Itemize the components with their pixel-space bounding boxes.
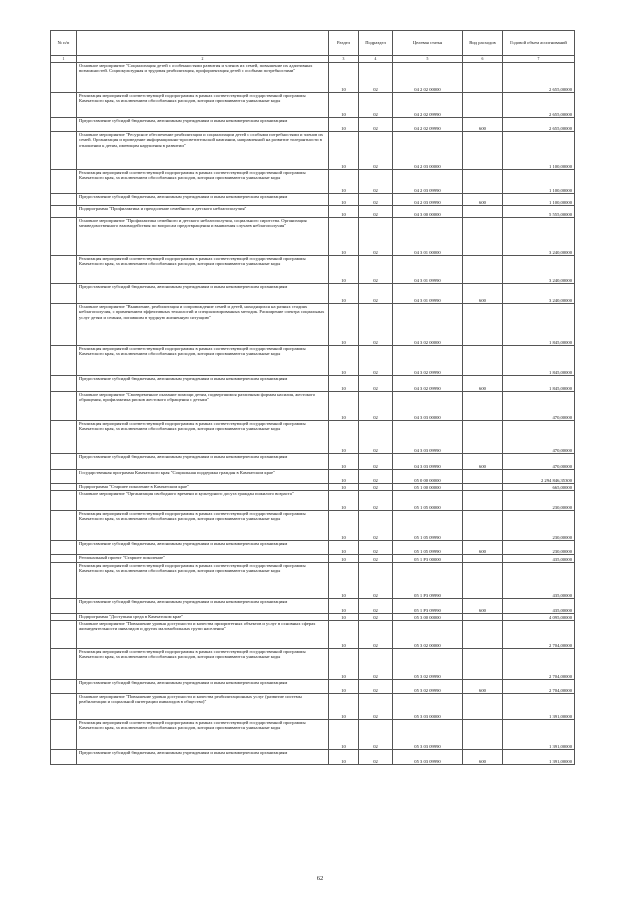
header-annual-amount: Годовой объем ассигнований: [503, 31, 575, 56]
budget-table-sheet: [50, 30, 574, 765]
row-subsection-cell: 02: [359, 206, 393, 218]
row-target-item-cell: 04 3 02 09990: [393, 376, 463, 392]
row-name-cell: Реализация мероприятий соответствующей подпрограммы в рамках соответствующей государственной программы Камчатского края, за исключением обособленных расходов, которым присваиваются уникальные коды: [77, 93, 329, 118]
row-subsection-cell: 02: [359, 63, 393, 93]
row-section-cell: 10: [329, 118, 359, 132]
table-row: [51, 720, 575, 750]
row-name-cell: Реализация мероприятий соответствующей подпрограммы в рамках соответствующей государственной программы Камчатского края, за исключением обособленных расходов, которым присваиваются уникальные коды: [77, 421, 329, 454]
row-amount-cell: 3 240,00000: [503, 284, 575, 304]
row-target-item-cell: 04 2 03 00000: [393, 132, 463, 170]
row-name-cell: Реализация мероприятий соответствующей подпрограммы в рамках соответствующей государственной программы Камчатского края, за исключением обособленных расходов, которым присваиваются уникальные коды: [77, 256, 329, 284]
row-subsection-cell: 02: [359, 541, 393, 555]
row-name-cell: Реализация мероприятий соответствующей подпрограммы в рамках соответствующей государственной программы Камчатского края, за исключением обособленных расходов, которым присваиваются уникальные коды: [77, 170, 329, 194]
row-expense-type-cell: 600: [463, 284, 503, 304]
row-amount-cell: 435,00000: [503, 599, 575, 614]
row-name-cell: Основное мероприятие "Повышение уровня доступности и качества реабилитационных услуг (развитие системы реабилитации и социальной интеграции инвалидов в общество)": [77, 694, 329, 720]
row-section-cell: 10: [329, 680, 359, 694]
row-expense-type-cell: 600: [463, 454, 503, 470]
row-amount-cell: 2 704,00000: [503, 680, 575, 694]
row-amount-cell: 230,00000: [503, 491, 575, 511]
row-subsection-cell: 02: [359, 470, 393, 484]
row-expense-type-cell: [463, 649, 503, 680]
column-index: 6: [463, 56, 503, 63]
row-name-cell: Основное мероприятие "Своевременное оказание помощи детям, подвергшимся различным формам насилия, жестокого обращения, профилактика рисков жестокого обращения с детьми": [77, 392, 329, 421]
row-target-item-cell: 05 1 05 00000: [393, 491, 463, 511]
row-amount-cell: 470,00000: [503, 392, 575, 421]
row-amount-cell: 230,00000: [503, 511, 575, 541]
table-row: [51, 511, 575, 541]
row-name-cell: Предоставление субсидий бюджетным, автономным учреждениям и иным некоммерческим организациям: [77, 454, 329, 470]
row-subsection-cell: 02: [359, 256, 393, 284]
table-row: [51, 218, 575, 256]
table-row: [51, 118, 575, 132]
table-row: [51, 563, 575, 599]
row-target-item-cell: 05 1 P3 00000: [393, 555, 463, 563]
table-row: [51, 63, 575, 93]
row-section-cell: 10: [329, 132, 359, 170]
row-number-cell: [51, 206, 77, 218]
row-target-item-cell: 04 3 03 00000: [393, 392, 463, 421]
row-number-cell: [51, 346, 77, 376]
row-subsection-cell: 02: [359, 454, 393, 470]
row-subsection-cell: 02: [359, 170, 393, 194]
row-section-cell: 10: [329, 218, 359, 256]
row-name-cell: Предоставление субсидий бюджетным, автономным учреждениям и иным некоммерческим организациям: [77, 194, 329, 206]
table-header-row: [51, 31, 575, 56]
budget-allocation-table: [50, 30, 575, 765]
row-name-cell: Реализация мероприятий соответствующей подпрограммы в рамках соответствующей государственной программы Камчатского края, за исключением обособленных расходов, которым присваиваются уникальные коды: [77, 649, 329, 680]
row-number-cell: [51, 720, 77, 750]
row-target-item-cell: 04 3 01 09990: [393, 256, 463, 284]
row-subsection-cell: 02: [359, 93, 393, 118]
row-section-cell: 10: [329, 555, 359, 563]
row-section-cell: 10: [329, 454, 359, 470]
row-target-item-cell: 05 3 02 09990: [393, 649, 463, 680]
row-target-item-cell: 04 2 03 09990: [393, 194, 463, 206]
row-section-cell: 10: [329, 63, 359, 93]
row-section-cell: 10: [329, 256, 359, 284]
table-row: [51, 614, 575, 621]
row-name-cell: Основное мероприятие "Выявление, реабилитация и сопровождение семей и детей, находящихся на разных стадиях неблагополучия, с применением эффективных технологий и специализированных методик. Расширение спектра социальных услуг детям и семьям, попавшим в трудную жизненную ситуацию": [77, 304, 329, 346]
row-expense-type-cell: [463, 621, 503, 649]
row-name-cell: Основное мероприятие "Организация свободного времени и культурного досуга граждан пожилого возраста": [77, 491, 329, 511]
row-expense-type-cell: [463, 392, 503, 421]
row-amount-cell: 470,00000: [503, 454, 575, 470]
row-target-item-cell: 04 3 02 09990: [393, 346, 463, 376]
row-section-cell: 10: [329, 346, 359, 376]
row-number-cell: [51, 392, 77, 421]
row-target-item-cell: 04 3 01 09990: [393, 284, 463, 304]
row-section-cell: 10: [329, 194, 359, 206]
table-row: [51, 346, 575, 376]
row-number-cell: [51, 284, 77, 304]
row-number-cell: [51, 555, 77, 563]
row-section-cell: 10: [329, 421, 359, 454]
row-number-cell: [51, 304, 77, 346]
row-amount-cell: 1 845,00000: [503, 376, 575, 392]
row-name-cell: Предоставление субсидий бюджетным, автономным учреждениям и иным некоммерческим организациям: [77, 541, 329, 555]
table-row: [51, 132, 575, 170]
column-index: 2: [77, 56, 329, 63]
row-amount-cell: 435,00000: [503, 555, 575, 563]
row-target-item-cell: 04 3 01 00000: [393, 218, 463, 256]
row-section-cell: 10: [329, 599, 359, 614]
row-amount-cell: 2 655,00000: [503, 118, 575, 132]
table-row: [51, 284, 575, 304]
row-number-cell: [51, 132, 77, 170]
row-expense-type-cell: [463, 470, 503, 484]
table-row: [51, 694, 575, 720]
row-target-item-cell: 04 3 03 09990: [393, 421, 463, 454]
row-expense-type-cell: 600: [463, 376, 503, 392]
row-expense-type-cell: [463, 170, 503, 194]
row-expense-type-cell: [463, 304, 503, 346]
row-number-cell: [51, 470, 77, 484]
row-target-item-cell: 05 1 00 00000: [393, 484, 463, 491]
row-target-item-cell: 04 2 02 09990: [393, 118, 463, 132]
row-expense-type-cell: [463, 93, 503, 118]
row-target-item-cell: 05 3 00 00000: [393, 614, 463, 621]
row-amount-cell: 665,00000: [503, 484, 575, 491]
row-number-cell: [51, 649, 77, 680]
row-number-cell: [51, 491, 77, 511]
table-row: [51, 93, 575, 118]
row-expense-type-cell: [463, 132, 503, 170]
row-subsection-cell: 02: [359, 132, 393, 170]
row-number-cell: [51, 511, 77, 541]
row-number-cell: [51, 376, 77, 392]
row-subsection-cell: 02: [359, 392, 393, 421]
column-index: 7: [503, 56, 575, 63]
row-subsection-cell: 02: [359, 599, 393, 614]
row-section-cell: 10: [329, 93, 359, 118]
row-amount-cell: 2 655,00000: [503, 63, 575, 93]
row-section-cell: 10: [329, 621, 359, 649]
row-name-cell: Реализация мероприятий соответствующей подпрограммы в рамках соответствующей государственной программы Камчатского края, за исключением обособленных расходов, которым присваиваются уникальные коды: [77, 511, 329, 541]
row-name-cell: Подпрограмма "Старшее поколение в Камчатском крае": [77, 484, 329, 491]
row-target-item-cell: 05 1 05 09990: [393, 541, 463, 555]
row-name-cell: Основное мероприятие "Ресурсное обеспечение реабилитации и социализации детей с особыми потребностями и членов их семей. Организация и проведение информационно-просветительской кампании, направленной на развитие толерантности в отношении к детям, имеющим нарушения в развитии": [77, 132, 329, 170]
column-index: 3: [329, 56, 359, 63]
table-body: [51, 63, 575, 765]
row-subsection-cell: 02: [359, 621, 393, 649]
row-name-cell: Основное мероприятие "Профилактика семейного и детского неблагополучия, социального сиротства. Организация межведомственного взаимодействия по вопросам предотвращения и выявления случаев неблагополучия": [77, 218, 329, 256]
row-expense-type-cell: [463, 563, 503, 599]
row-expense-type-cell: [463, 421, 503, 454]
row-expense-type-cell: [463, 555, 503, 563]
row-target-item-cell: 05 0 00 00000: [393, 470, 463, 484]
row-amount-cell: 1 100,00000: [503, 194, 575, 206]
table-row: [51, 376, 575, 392]
row-number-cell: [51, 63, 77, 93]
row-subsection-cell: 02: [359, 614, 393, 621]
row-subsection-cell: 02: [359, 304, 393, 346]
row-number-cell: [51, 614, 77, 621]
row-number-cell: [51, 599, 77, 614]
row-subsection-cell: 02: [359, 511, 393, 541]
row-expense-type-cell: 600: [463, 599, 503, 614]
table-row: [51, 555, 575, 563]
row-subsection-cell: 02: [359, 563, 393, 599]
row-number-cell: [51, 750, 77, 765]
row-expense-type-cell: [463, 491, 503, 511]
table-row: [51, 206, 575, 218]
row-expense-type-cell: 600: [463, 541, 503, 555]
table-row: [51, 170, 575, 194]
header-subsection: Подраздел: [359, 31, 393, 56]
table-row: [51, 454, 575, 470]
row-number-cell: [51, 170, 77, 194]
row-subsection-cell: 02: [359, 555, 393, 563]
table-row: [51, 491, 575, 511]
column-index: 5: [393, 56, 463, 63]
row-section-cell: 10: [329, 720, 359, 750]
row-amount-cell: 1 100,00000: [503, 132, 575, 170]
row-expense-type-cell: 600: [463, 194, 503, 206]
row-section-cell: 10: [329, 491, 359, 511]
row-amount-cell: 3 240,00000: [503, 256, 575, 284]
page-number: 62: [316, 875, 324, 882]
row-subsection-cell: 02: [359, 720, 393, 750]
row-name-cell: Предоставление субсидий бюджетным, автономным учреждениям и иным некоммерческим организациям: [77, 599, 329, 614]
table-row: [51, 621, 575, 649]
row-expense-type-cell: 600: [463, 750, 503, 765]
row-amount-cell: 1 100,00000: [503, 170, 575, 194]
row-section-cell: 10: [329, 694, 359, 720]
row-expense-type-cell: 600: [463, 118, 503, 132]
table-row: [51, 750, 575, 765]
row-section-cell: 10: [329, 170, 359, 194]
header-name: [77, 31, 329, 56]
row-target-item-cell: 04 3 03 09990: [393, 454, 463, 470]
row-name-cell: Предоставление субсидий бюджетным, автономным учреждениям и иным некоммерческим организациям: [77, 750, 329, 765]
row-section-cell: 10: [329, 284, 359, 304]
row-target-item-cell: 05 3 03 09990: [393, 720, 463, 750]
row-target-item-cell: 05 1 P3 09990: [393, 599, 463, 614]
header-section: Раздел: [329, 31, 359, 56]
row-amount-cell: 2 704,00000: [503, 649, 575, 680]
row-number-cell: [51, 118, 77, 132]
row-section-cell: 10: [329, 392, 359, 421]
row-number-cell: [51, 694, 77, 720]
row-subsection-cell: 02: [359, 491, 393, 511]
row-subsection-cell: 02: [359, 649, 393, 680]
column-index: 1: [51, 56, 77, 63]
row-subsection-cell: 02: [359, 421, 393, 454]
row-amount-cell: 1 845,00000: [503, 346, 575, 376]
row-amount-cell: 3 240,00000: [503, 218, 575, 256]
row-name-cell: Предоставление субсидий бюджетным, автономным учреждениям и иным некоммерческим организациям: [77, 376, 329, 392]
row-number-cell: [51, 93, 77, 118]
row-target-item-cell: 05 3 02 09990: [393, 680, 463, 694]
row-subsection-cell: 02: [359, 194, 393, 206]
table-row: [51, 599, 575, 614]
table-row: [51, 194, 575, 206]
row-expense-type-cell: [463, 720, 503, 750]
row-section-cell: 10: [329, 304, 359, 346]
row-amount-cell: 5 555,00000: [503, 206, 575, 218]
row-subsection-cell: 02: [359, 118, 393, 132]
row-number-cell: [51, 454, 77, 470]
row-name-cell: Реализация мероприятий соответствующей подпрограммы в рамках соответствующей государственной программы Камчатского края, за исключением обособленных расходов, которым присваиваются уникальные коды: [77, 720, 329, 750]
row-section-cell: 10: [329, 614, 359, 621]
row-section-cell: 10: [329, 376, 359, 392]
row-number-cell: [51, 541, 77, 555]
table-row: [51, 392, 575, 421]
row-target-item-cell: 04 3 02 00000: [393, 304, 463, 346]
header-target-item: Целевая статья: [393, 31, 463, 56]
table-row: [51, 470, 575, 484]
row-number-cell: [51, 680, 77, 694]
row-target-item-cell: 05 3 03 09990: [393, 750, 463, 765]
row-name-cell: Региональный проект "Старшее поколение": [77, 555, 329, 563]
row-number-cell: [51, 421, 77, 454]
row-subsection-cell: 02: [359, 218, 393, 256]
row-subsection-cell: 02: [359, 346, 393, 376]
column-index: 4: [359, 56, 393, 63]
row-amount-cell: 2 294 846,35300: [503, 470, 575, 484]
table-row: [51, 421, 575, 454]
row-name-cell: Реализация мероприятий соответствующей подпрограммы в рамках соответствующей государственной программы Камчатского края, за исключением обособленных расходов, которым присваиваются уникальные коды: [77, 563, 329, 599]
row-name-cell: Государственная программа Камчатского края "Социальная поддержка граждан в Камчатском крае": [77, 470, 329, 484]
row-name-cell: Основное мероприятие "Социализация детей с особенностями развития и членов их семей, повышение их адаптивных возможностей. Социокультурная и трудовая реабилитация, профориентация детей с особыми потребностями": [77, 63, 329, 93]
row-expense-type-cell: [463, 694, 503, 720]
row-name-cell: Подпрограмма "Профилактика и преодоление семейного и детского неблагополучия": [77, 206, 329, 218]
table-row: [51, 484, 575, 491]
row-subsection-cell: 02: [359, 484, 393, 491]
row-expense-type-cell: [463, 218, 503, 256]
row-amount-cell: 2 655,00000: [503, 93, 575, 118]
row-amount-cell: 435,00000: [503, 563, 575, 599]
row-name-cell: Основное мероприятие "Повышение уровня доступности и качества приоритетных объектов и услуг в основных сферах жизнедеятельности инвалидов и других маломобильных групп населения": [77, 621, 329, 649]
row-subsection-cell: 02: [359, 376, 393, 392]
row-amount-cell: 1 391,00000: [503, 750, 575, 765]
row-target-item-cell: 04 2 02 09990: [393, 93, 463, 118]
row-name-cell: Предоставление субсидий бюджетным, автономным учреждениям и иным некоммерческим организациям: [77, 118, 329, 132]
row-section-cell: 10: [329, 563, 359, 599]
row-section-cell: 10: [329, 206, 359, 218]
row-section-cell: 10: [329, 484, 359, 491]
row-expense-type-cell: [463, 346, 503, 376]
row-expense-type-cell: 600: [463, 680, 503, 694]
row-subsection-cell: 02: [359, 680, 393, 694]
row-number-cell: [51, 194, 77, 206]
row-number-cell: [51, 484, 77, 491]
row-expense-type-cell: [463, 511, 503, 541]
row-amount-cell: 230,00000: [503, 541, 575, 555]
table-row: [51, 304, 575, 346]
row-target-item-cell: 05 3 03 00000: [393, 694, 463, 720]
row-amount-cell: 4 095,00000: [503, 614, 575, 621]
row-section-cell: 10: [329, 511, 359, 541]
row-expense-type-cell: [463, 206, 503, 218]
row-amount-cell: 1 391,00000: [503, 694, 575, 720]
row-expense-type-cell: [463, 63, 503, 93]
row-expense-type-cell: [463, 256, 503, 284]
row-name-cell: Предоставление субсидий бюджетным, автономным учреждениям и иным некоммерческим организациям: [77, 680, 329, 694]
header-expense-type: Вид расходов: [463, 31, 503, 56]
row-amount-cell: 470,00000: [503, 421, 575, 454]
row-target-item-cell: 04 2 03 09990: [393, 170, 463, 194]
row-amount-cell: 1 391,00000: [503, 720, 575, 750]
row-target-item-cell: 05 1 05 09990: [393, 511, 463, 541]
row-section-cell: 10: [329, 649, 359, 680]
row-amount-cell: 1 845,00000: [503, 304, 575, 346]
row-section-cell: 10: [329, 750, 359, 765]
row-subsection-cell: 02: [359, 284, 393, 304]
row-target-item-cell: 05 3 02 00000: [393, 621, 463, 649]
row-name-cell: Реализация мероприятий соответствующей подпрограммы в рамках соответствующей государственной программы Камчатского края, за исключением обособленных расходов, которым присваиваются уникальные коды: [77, 346, 329, 376]
row-number-cell: [51, 256, 77, 284]
row-section-cell: 10: [329, 470, 359, 484]
row-expense-type-cell: [463, 614, 503, 621]
row-subsection-cell: 02: [359, 694, 393, 720]
row-target-item-cell: 04 3 00 00000: [393, 206, 463, 218]
row-number-cell: [51, 563, 77, 599]
row-number-cell: [51, 621, 77, 649]
row-target-item-cell: 05 1 P3 09990: [393, 563, 463, 599]
row-number-cell: [51, 218, 77, 256]
table-row: [51, 680, 575, 694]
row-section-cell: 10: [329, 541, 359, 555]
table-row: [51, 649, 575, 680]
header-number: № п/п: [51, 31, 77, 56]
column-index-row: [51, 56, 575, 63]
row-subsection-cell: 02: [359, 750, 393, 765]
row-name-cell: Подпрограмма "Доступная среда в Камчатском крае": [77, 614, 329, 621]
row-expense-type-cell: [463, 484, 503, 491]
table-row: [51, 256, 575, 284]
table-row: [51, 541, 575, 555]
row-name-cell: Предоставление субсидий бюджетным, автономным учреждениям и иным некоммерческим организациям: [77, 284, 329, 304]
row-target-item-cell: 04 2 02 00000: [393, 63, 463, 93]
row-amount-cell: 2 704,00000: [503, 621, 575, 649]
